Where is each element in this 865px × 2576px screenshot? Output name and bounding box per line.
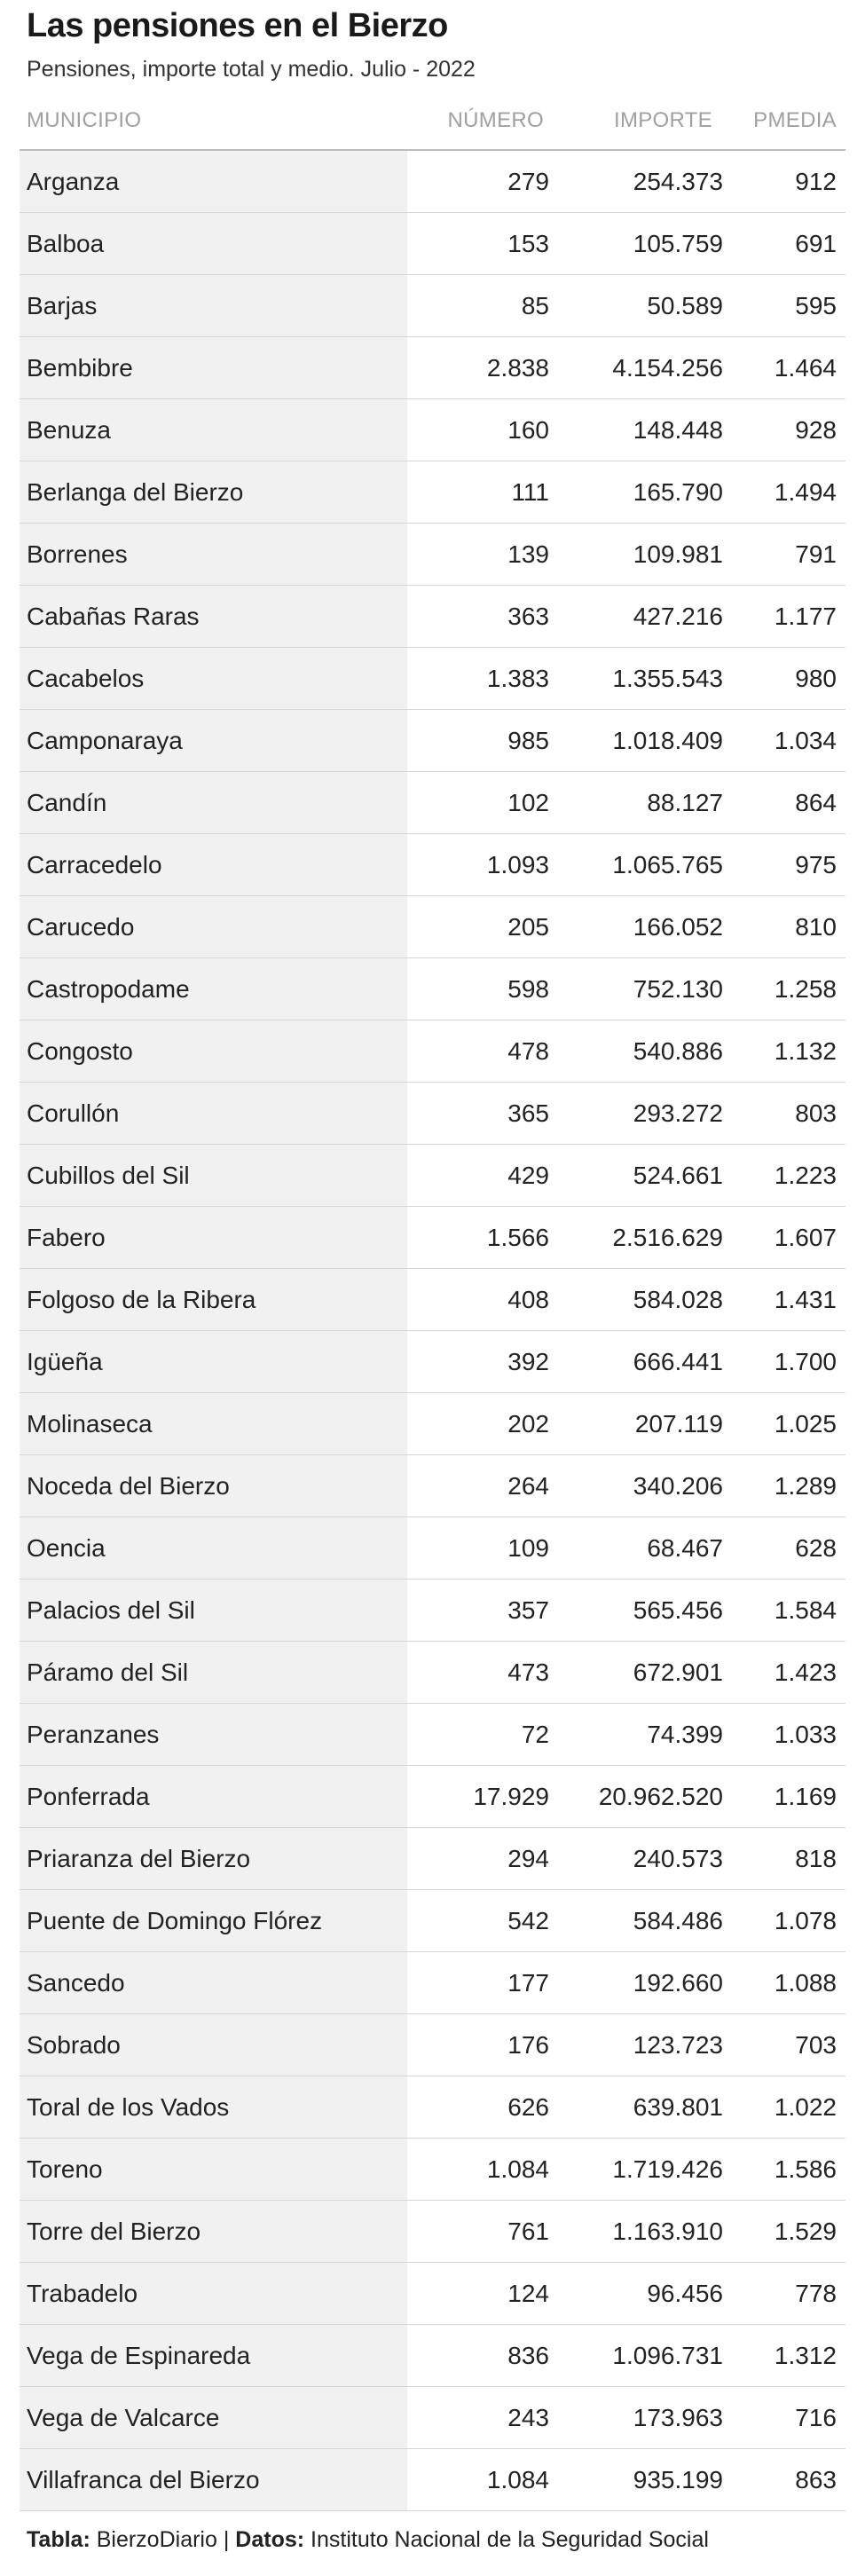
cell-numero: 1.566: [407, 1207, 560, 1269]
cell-importe: 1.065.765: [560, 834, 735, 896]
cell-municipio: Arganza: [20, 151, 407, 213]
cell-pmedia: 1.423: [735, 1642, 845, 1704]
cell-pmedia: 803: [735, 1083, 845, 1145]
cell-pmedia: 863: [735, 2449, 845, 2511]
cell-numero: 357: [407, 1579, 560, 1642]
cell-pmedia: 1.223: [735, 1145, 845, 1207]
cell-importe: 524.661: [560, 1145, 735, 1207]
table-row: [20, 1890, 845, 1952]
header-numero[interactable]: NÚMERO: [447, 108, 544, 132]
table-row: [20, 834, 845, 896]
cell-importe: 4.154.256: [560, 337, 735, 399]
cell-importe: 166.052: [560, 896, 735, 958]
cell-numero: 392: [407, 1331, 560, 1393]
cell-pmedia: 1.584: [735, 1579, 845, 1642]
table-row: [20, 1766, 845, 1828]
cell-numero: 264: [407, 1455, 560, 1517]
table-row: [20, 2387, 845, 2449]
chart-subtitle: Pensiones, importe total y medio. Julio - 2022: [27, 57, 476, 82]
table-row: [20, 399, 845, 461]
cell-municipio: Oencia: [20, 1517, 407, 1579]
cell-importe: 109.981: [560, 524, 735, 586]
cell-importe: 340.206: [560, 1455, 735, 1517]
cell-municipio: Corullón: [20, 1083, 407, 1145]
cell-pmedia: 928: [735, 399, 845, 461]
cell-importe: 68.467: [560, 1517, 735, 1579]
cell-importe: 666.441: [560, 1331, 735, 1393]
cell-numero: 365: [407, 1083, 560, 1145]
cell-numero: 72: [407, 1704, 560, 1766]
cell-importe: 540.886: [560, 1020, 735, 1083]
cell-municipio: Cubillos del Sil: [20, 1145, 407, 1207]
cell-pmedia: 975: [735, 834, 845, 896]
cell-municipio: Palacios del Sil: [20, 1579, 407, 1642]
cell-numero: 279: [407, 151, 560, 213]
table-body: [20, 151, 845, 2511]
table-row: [20, 1331, 845, 1393]
cell-importe: 165.790: [560, 461, 735, 524]
cell-municipio: Berlanga del Bierzo: [20, 461, 407, 524]
table-row: [20, 461, 845, 524]
table-row: [20, 1020, 845, 1083]
cell-pmedia: 1.586: [735, 2139, 845, 2201]
cell-municipio: Camponaraya: [20, 710, 407, 772]
cell-pmedia: 1.022: [735, 2076, 845, 2139]
cell-numero: 478: [407, 1020, 560, 1083]
table-row: [20, 1455, 845, 1517]
cell-pmedia: 628: [735, 1517, 845, 1579]
cell-importe: 207.119: [560, 1393, 735, 1455]
table-row: [20, 586, 845, 648]
table-row: [20, 2014, 845, 2076]
cell-municipio: Benuza: [20, 399, 407, 461]
cell-importe: 1.018.409: [560, 710, 735, 772]
cell-numero: 1.084: [407, 2139, 560, 2201]
cell-municipio: Villafranca del Bierzo: [20, 2449, 407, 2511]
table-row: [20, 772, 845, 834]
cell-municipio: Noceda del Bierzo: [20, 1455, 407, 1517]
cell-importe: 584.028: [560, 1269, 735, 1331]
cell-pmedia: 980: [735, 648, 845, 710]
table-row: [20, 1207, 845, 1269]
cell-pmedia: 1.258: [735, 958, 845, 1020]
cell-numero: 363: [407, 586, 560, 648]
table-row: [20, 275, 845, 337]
cell-numero: 836: [407, 2325, 560, 2387]
table-row: [20, 1393, 845, 1455]
cell-numero: 153: [407, 213, 560, 275]
cell-municipio: Torre del Bierzo: [20, 2201, 407, 2263]
cell-pmedia: 1.700: [735, 1331, 845, 1393]
cell-importe: 2.516.629: [560, 1207, 735, 1269]
cell-numero: 176: [407, 2014, 560, 2076]
footer-tabla-value: BierzoDiario: [96, 2527, 217, 2552]
cell-municipio: Congosto: [20, 1020, 407, 1083]
cell-municipio: Vega de Espinareda: [20, 2325, 407, 2387]
source-footer: [27, 2527, 709, 2553]
cell-numero: 205: [407, 896, 560, 958]
table-row: [20, 2201, 845, 2263]
table-header: [20, 99, 845, 151]
cell-pmedia: 1.025: [735, 1393, 845, 1455]
cell-numero: 243: [407, 2387, 560, 2449]
cell-pmedia: 864: [735, 772, 845, 834]
footer-separator: |: [223, 2527, 230, 2552]
table-row: [20, 710, 845, 772]
cell-importe: 20.962.520: [560, 1766, 735, 1828]
cell-municipio: Fabero: [20, 1207, 407, 1269]
cell-pmedia: 1.607: [735, 1207, 845, 1269]
table-row: [20, 524, 845, 586]
table-row: [20, 958, 845, 1020]
cell-municipio: Castropodame: [20, 958, 407, 1020]
cell-municipio: Sancedo: [20, 1952, 407, 2014]
cell-municipio: Candín: [20, 772, 407, 834]
cell-numero: 985: [407, 710, 560, 772]
cell-pmedia: 1.088: [735, 1952, 845, 2014]
cell-numero: 294: [407, 1828, 560, 1890]
cell-importe: 1.355.543: [560, 648, 735, 710]
cell-importe: 50.589: [560, 275, 735, 337]
table-row: [20, 648, 845, 710]
cell-numero: 626: [407, 2076, 560, 2139]
cell-municipio: Priaranza del Bierzo: [20, 1828, 407, 1890]
cell-pmedia: 1.312: [735, 2325, 845, 2387]
cell-municipio: Peranzanes: [20, 1704, 407, 1766]
cell-pmedia: 1.169: [735, 1766, 845, 1828]
cell-importe: 1.163.910: [560, 2201, 735, 2263]
cell-municipio: Barjas: [20, 275, 407, 337]
cell-municipio: Vega de Valcarce: [20, 2387, 407, 2449]
table-row: [20, 151, 845, 213]
cell-importe: 96.456: [560, 2263, 735, 2325]
cell-municipio: Toreno: [20, 2139, 407, 2201]
cell-pmedia: 1.034: [735, 710, 845, 772]
footer-datos-label: Datos:: [235, 2527, 305, 2552]
cell-numero: 2.838: [407, 337, 560, 399]
cell-pmedia: 1.529: [735, 2201, 845, 2263]
cell-numero: 408: [407, 1269, 560, 1331]
table-row: [20, 1828, 845, 1890]
table-row: [20, 1269, 845, 1331]
table-row: [20, 1579, 845, 1642]
cell-municipio: Carucedo: [20, 896, 407, 958]
table-row: [20, 1952, 845, 2014]
cell-numero: 429: [407, 1145, 560, 1207]
cell-pmedia: 1.033: [735, 1704, 845, 1766]
cell-municipio: Molinaseca: [20, 1393, 407, 1455]
table-row: [20, 2076, 845, 2139]
cell-municipio: Borrenes: [20, 524, 407, 586]
header-pmedia[interactable]: PMEDIA: [753, 108, 837, 132]
table-row: [20, 1704, 845, 1766]
cell-municipio: Balboa: [20, 213, 407, 275]
footer-datos-value: Instituto Nacional de la Seguridad Social: [311, 2527, 709, 2552]
cell-numero: 109: [407, 1517, 560, 1579]
cell-importe: 148.448: [560, 399, 735, 461]
cell-municipio: Páramo del Sil: [20, 1642, 407, 1704]
cell-municipio: Bembibre: [20, 337, 407, 399]
cell-importe: 74.399: [560, 1704, 735, 1766]
cell-pmedia: 1.132: [735, 1020, 845, 1083]
cell-municipio: Sobrado: [20, 2014, 407, 2076]
cell-numero: 177: [407, 1952, 560, 2014]
cell-municipio: Cacabelos: [20, 648, 407, 710]
cell-importe: 123.723: [560, 2014, 735, 2076]
cell-municipio: Puente de Domingo Flórez: [20, 1890, 407, 1952]
cell-importe: 639.801: [560, 2076, 735, 2139]
cell-importe: 1.719.426: [560, 2139, 735, 2201]
cell-importe: 672.901: [560, 1642, 735, 1704]
cell-pmedia: 1.431: [735, 1269, 845, 1331]
table-row: [20, 2449, 845, 2511]
cell-pmedia: 810: [735, 896, 845, 958]
cell-numero: 761: [407, 2201, 560, 2263]
cell-pmedia: 716: [735, 2387, 845, 2449]
cell-numero: 124: [407, 2263, 560, 2325]
cell-pmedia: 778: [735, 2263, 845, 2325]
table-row: [20, 2139, 845, 2201]
cell-numero: 1.084: [407, 2449, 560, 2511]
cell-numero: 202: [407, 1393, 560, 1455]
header-municipio[interactable]: MUNICIPIO: [27, 108, 142, 132]
cell-pmedia: 1.078: [735, 1890, 845, 1952]
table-row: [20, 2263, 845, 2325]
cell-pmedia: 1.177: [735, 586, 845, 648]
cell-pmedia: 791: [735, 524, 845, 586]
pensions-table: [20, 151, 845, 2511]
cell-numero: 102: [407, 772, 560, 834]
cell-municipio: Folgoso de la Ribera: [20, 1269, 407, 1331]
cell-pmedia: 912: [735, 151, 845, 213]
cell-municipio: Trabadelo: [20, 2263, 407, 2325]
cell-numero: 160: [407, 399, 560, 461]
cell-pmedia: 818: [735, 1828, 845, 1890]
cell-pmedia: 1.494: [735, 461, 845, 524]
cell-pmedia: 691: [735, 213, 845, 275]
table-row: [20, 2325, 845, 2387]
cell-importe: 173.963: [560, 2387, 735, 2449]
cell-municipio: Cabañas Raras: [20, 586, 407, 648]
table-row: [20, 1642, 845, 1704]
cell-municipio: Toral de los Vados: [20, 2076, 407, 2139]
cell-municipio: Carracedelo: [20, 834, 407, 896]
header-importe[interactable]: IMPORTE: [613, 108, 712, 132]
cell-numero: 598: [407, 958, 560, 1020]
cell-importe: 427.216: [560, 586, 735, 648]
chart-title: Las pensiones en el Bierzo: [27, 7, 448, 44]
cell-pmedia: 1.464: [735, 337, 845, 399]
cell-numero: 542: [407, 1890, 560, 1952]
cell-importe: 192.660: [560, 1952, 735, 2014]
cell-municipio: Ponferrada: [20, 1766, 407, 1828]
cell-importe: 1.096.731: [560, 2325, 735, 2387]
cell-importe: 752.130: [560, 958, 735, 1020]
footer-tabla-label: Tabla:: [27, 2527, 90, 2552]
cell-importe: 105.759: [560, 213, 735, 275]
table-row: [20, 337, 845, 399]
cell-pmedia: 1.289: [735, 1455, 845, 1517]
table-row: [20, 213, 845, 275]
table-row: [20, 1145, 845, 1207]
cell-pmedia: 595: [735, 275, 845, 337]
cell-importe: 88.127: [560, 772, 735, 834]
cell-numero: 139: [407, 524, 560, 586]
cell-importe: 935.199: [560, 2449, 735, 2511]
cell-importe: 240.573: [560, 1828, 735, 1890]
cell-numero: 473: [407, 1642, 560, 1704]
cell-numero: 1.383: [407, 648, 560, 710]
cell-importe: 584.486: [560, 1890, 735, 1952]
cell-pmedia: 703: [735, 2014, 845, 2076]
table-row: [20, 1517, 845, 1579]
cell-numero: 85: [407, 275, 560, 337]
cell-numero: 1.093: [407, 834, 560, 896]
cell-importe: 254.373: [560, 151, 735, 213]
cell-municipio: Igüeña: [20, 1331, 407, 1393]
cell-numero: 111: [407, 461, 560, 524]
cell-importe: 565.456: [560, 1579, 735, 1642]
cell-importe: 293.272: [560, 1083, 735, 1145]
table-row: [20, 1083, 845, 1145]
table-row: [20, 896, 845, 958]
cell-numero: 17.929: [407, 1766, 560, 1828]
